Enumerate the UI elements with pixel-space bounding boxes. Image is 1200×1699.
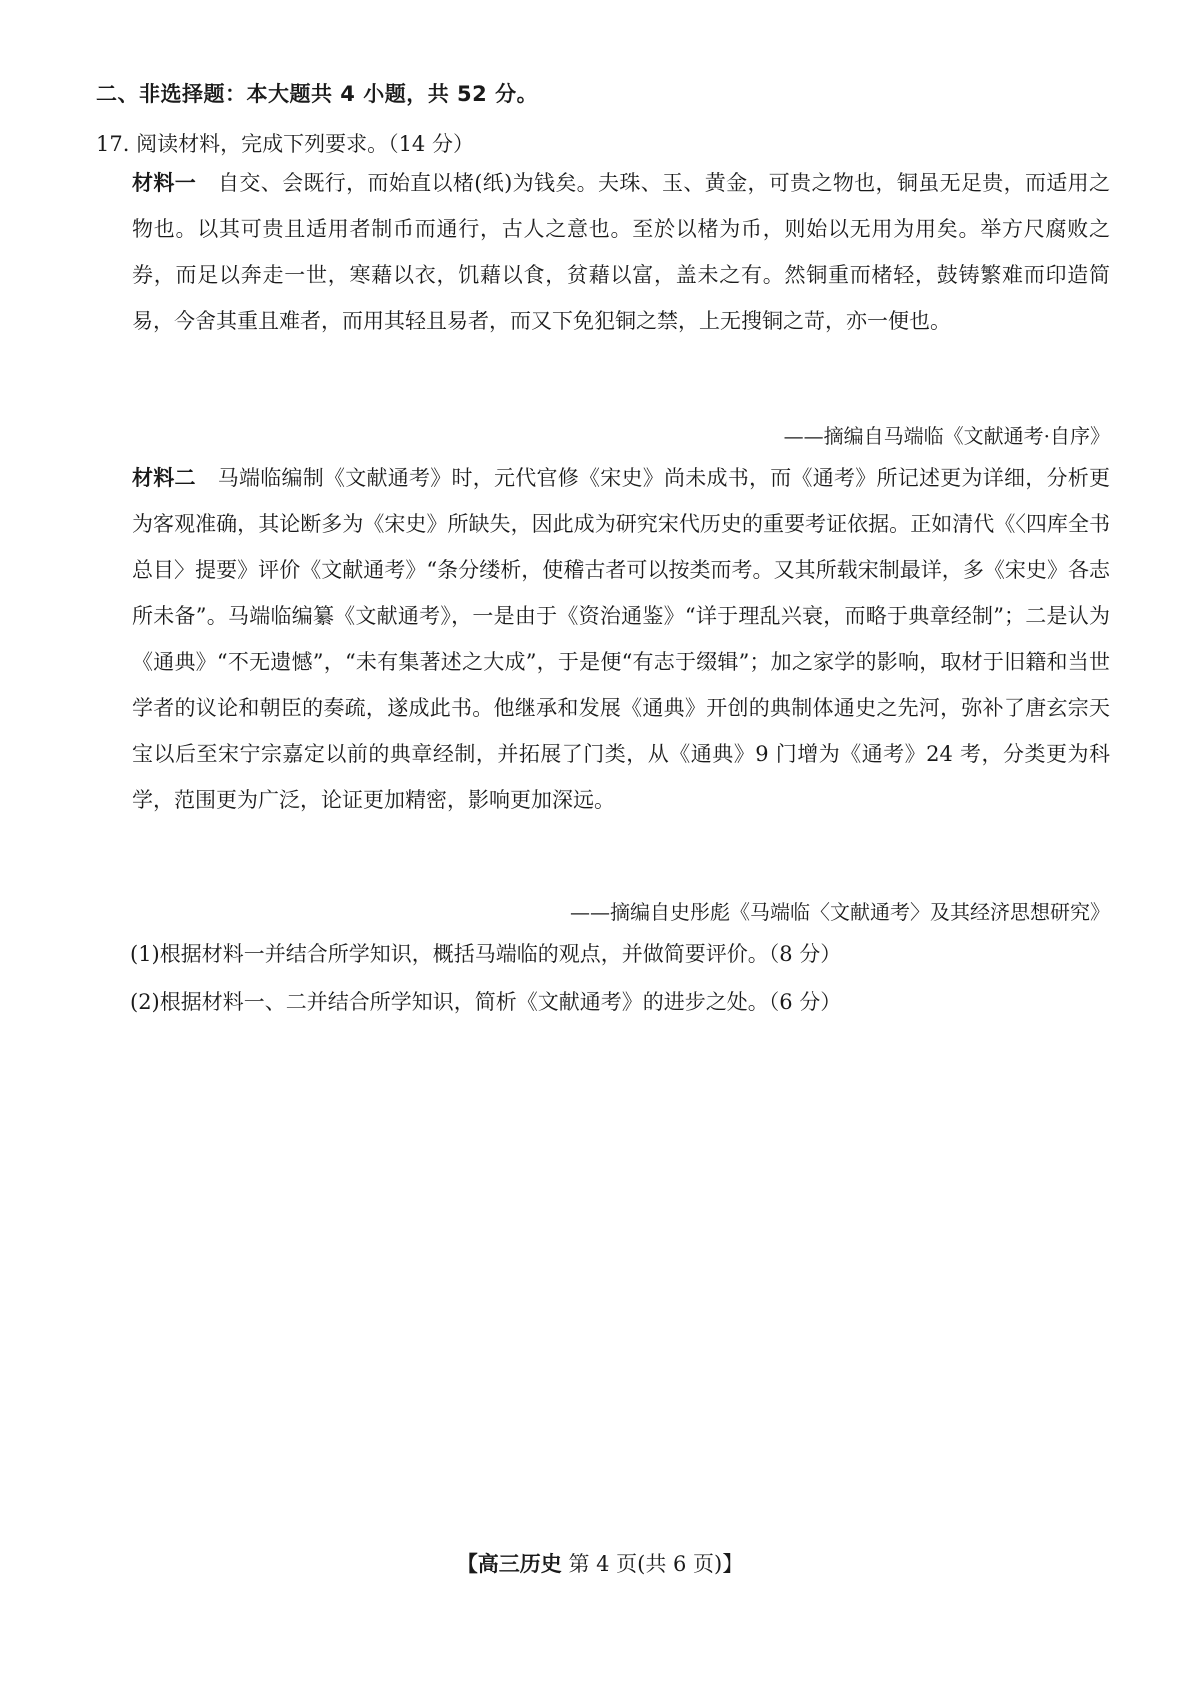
page-footer [0, 1548, 1200, 1578]
question-title: 17. 阅读材料，完成下列要求。（14 分） [96, 132, 474, 156]
section-heading: 二、非选择题：本大题共 4 小题，共 52 分。 [96, 82, 539, 106]
material-two-label: 材料二 [132, 466, 196, 490]
footer-page-info: 第 4 页(共 6 页)】 [568, 1552, 744, 1576]
material-two-source: ——摘编自史彤彪《马端临〈文献通考〉及其经济思想研究》 [570, 900, 1110, 924]
material-two-text: 马端临编制《文献通考》时，元代官修《宋史》尚未成书，而《通考》所记述更为详细，分析更为客观准确，其论断多为《宋史》所缺失，因此成为研究宋代历史的重要考证依据。正如清代《〈四库全书总目〉提要》评价《文献通考》“条分缕析，使稽古者可以按类而考。又其所载宋制最详，多《宋史》各志所未备”。马端临编纂《文献通考》，一是由于《资治通鉴》“详于理乱兴衰，而略于典章经制”；二是认为《通典》“不无遗憾”，“未有集著述之大成”，于是便“有志于缀辑”；加之家学的影响，取材于旧籍和当世学者的议论和朝臣的奏疏，遂成此书。他继承和发展《通典》开创的典制体通史之先河，弥补了唐玄宗天宝以后至宋宁宗嘉定以前的典章经制，并拓展了门类，从《通典》9 门增为《通考》24 考，分类更为科学，范围更为广泛，论证更加精密，影响更加深远。 [132, 466, 1110, 812]
material-one-source: ——摘编自马端临《文献通考·自序》 [783, 424, 1110, 448]
sub-question-2: (2)根据材料一、二并结合所学知识，简析《文献通考》的进步之处。（6 分） [130, 990, 842, 1014]
material-one-label: 材料一 [132, 171, 197, 195]
footer-subject: 【高三历史 [456, 1552, 562, 1576]
sub-question-1: (1)根据材料一并结合所学知识，概括马端临的观点，并做简要评价。（8 分） [130, 942, 842, 966]
material-one [132, 160, 1110, 344]
material-two [132, 455, 1110, 823]
material-one-text: 自交、会既行，而始直以楮(纸)为钱矣。夫珠、玉、黄金，可贵之物也，铜虽无足贵，而适用之物也。以其可贵且适用者制币而通行，古人之意也。至於以楮为币，则始以无用为用矣。举方尺腐败之券，而足以奔走一世，寒藉以衣，饥藉以食，贫藉以富，盖未之有。然铜重而楮轻，鼓铸繁难而印造简易，今舍其重且难者，而用其轻且易者，而又下免犯铜之禁，上无搜铜之苛，亦一便也。 [132, 171, 1110, 333]
